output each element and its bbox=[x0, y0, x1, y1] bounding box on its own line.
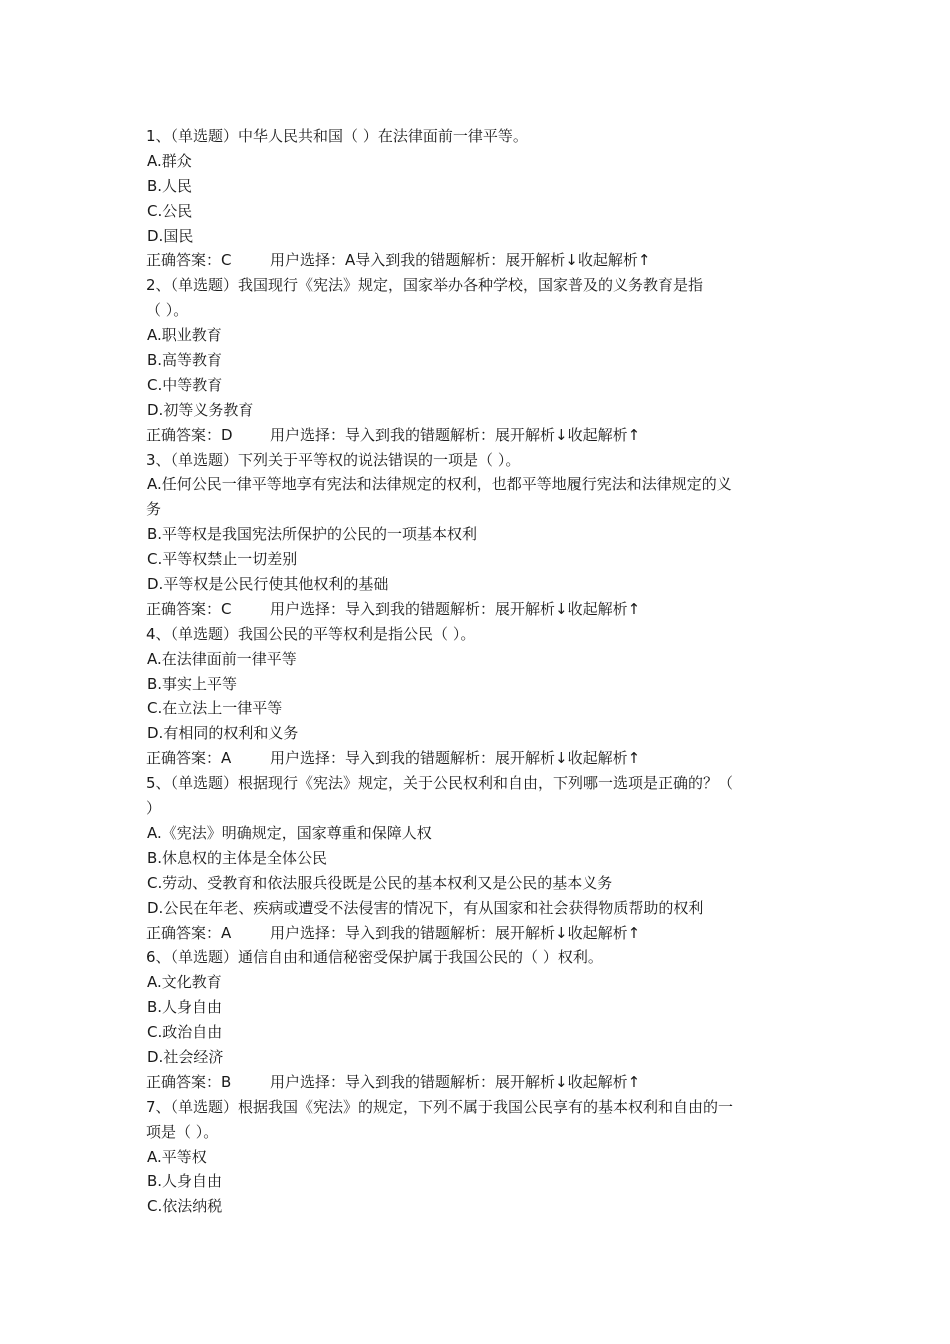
question-3-option-c: C.平等权禁止一切差别 bbox=[147, 550, 298, 569]
user-choice: 用户选择： bbox=[270, 425, 346, 444]
user-choice: 用户选择： bbox=[270, 599, 346, 618]
question-5-option-b: B.休息权的主体是全体公民 bbox=[147, 848, 328, 867]
question-5-stem: 5、（单选题）根据现行《宪法》规定，关于公民权利和自由，下列哪一选项是正确的？（ bbox=[146, 774, 734, 793]
question-1-option-c: C.公民 bbox=[147, 201, 193, 220]
question-1-option-d: D.国民 bbox=[147, 226, 194, 245]
analysis-links[interactable]: 导入到我的错题解析：展开解析↓收起解析↑ bbox=[345, 1072, 641, 1091]
analysis-links[interactable]: 导入到我的错题解析：展开解析↓收起解析↑ bbox=[345, 599, 641, 618]
question-3 bbox=[146, 448, 818, 622]
question-6-option-c: C.政治自由 bbox=[147, 1023, 223, 1042]
question-5-option-c: C.劳动、受教育和依法服兵役既是公民的基本权利又是公民的基本义务 bbox=[147, 873, 613, 892]
question-4-stem: 4、（单选题）我国公民的平等权利是指公民（ ）。 bbox=[146, 624, 476, 643]
question-7-option-a: A.平等权 bbox=[147, 1147, 207, 1166]
question-3-option-d: D.平等权是公民行使其他权利的基础 bbox=[147, 575, 389, 594]
question-4-option-c: C.在立法上一律平等 bbox=[147, 699, 283, 718]
question-7-stem: 7、（单选题）根据我国《宪法》的规定，下列不属于我国公民享有的基本权利和自由的一 bbox=[146, 1097, 734, 1116]
user-choice: 用户选择：A bbox=[270, 251, 356, 270]
correct-answer: 正确答案：A bbox=[146, 749, 232, 768]
question-3-option-b: B.平等权是我国宪法所保护的公民的一项基本权利 bbox=[147, 525, 478, 544]
question-6 bbox=[146, 945, 818, 1094]
question-1-stem: 1、（单选题）中华人民共和国（ ）在法律面前一律平等。 bbox=[146, 127, 528, 145]
question-3-answer-row bbox=[146, 597, 818, 622]
question-4-option-a: A.在法律面前一律平等 bbox=[147, 649, 297, 668]
correct-answer: 正确答案：A bbox=[146, 923, 232, 942]
user-choice: 用户选择： bbox=[270, 1072, 346, 1091]
correct-answer: 正确答案：C bbox=[146, 251, 232, 270]
correct-answer: 正确答案：D bbox=[146, 425, 233, 444]
question-5-stem-cont: ） bbox=[146, 799, 162, 818]
analysis-links[interactable]: 导入到我的错题解析：展开解析↓收起解析↑ bbox=[345, 425, 641, 444]
question-1-answer-row bbox=[146, 248, 818, 273]
question-5-option-a: A.《宪法》明确规定，国家尊重和保障人权 bbox=[147, 823, 432, 842]
question-7-option-c: C.依法纳税 bbox=[147, 1197, 223, 1216]
analysis-links[interactable]: 导入到我的错题解析：展开解析↓收起解析↑ bbox=[345, 749, 641, 768]
question-4-answer-row bbox=[146, 746, 818, 771]
question-4 bbox=[146, 622, 818, 771]
question-2-option-a: A.职业教育 bbox=[147, 326, 222, 345]
question-2-option-b: B.高等教育 bbox=[147, 351, 223, 370]
question-6-answer-row bbox=[146, 1070, 818, 1095]
question-6-option-b: B.人身自由 bbox=[147, 998, 223, 1017]
question-2-option-c: C.中等教育 bbox=[147, 375, 223, 394]
question-5-option-d: D.公民在年老、疾病或遭受不法侵害的情况下，有从国家和社会获得物质帮助的权利 bbox=[147, 898, 704, 917]
question-7-stem-cont: 项是（ ）。 bbox=[146, 1122, 219, 1141]
question-1 bbox=[146, 124, 818, 273]
question-2-stem-cont: （ ）。 bbox=[146, 301, 189, 320]
question-list bbox=[146, 124, 818, 1219]
question-7-option-b: B.人身自由 bbox=[147, 1172, 223, 1191]
question-3-option-a: A.任何公民一律平等地享有宪法和法律规定的权利，也都平等地履行宪法和法律规定的义 bbox=[147, 475, 732, 494]
question-2-stem: 2、（单选题）我国现行《宪法》规定，国家举办各种学校，国家普及的义务教育是指 bbox=[146, 276, 704, 295]
question-2-option-d: D.初等义务教育 bbox=[147, 400, 254, 419]
user-choice: 用户选择： bbox=[270, 749, 346, 768]
question-6-option-d: D.社会经济 bbox=[147, 1047, 224, 1066]
question-1-option-b: B.人民 bbox=[147, 176, 193, 195]
question-6-stem: 6、（单选题）通信自由和通信秘密受保护属于我国公民的（ ）权利。 bbox=[146, 948, 603, 967]
question-3-option-a-cont: 务 bbox=[146, 500, 162, 519]
correct-answer: 正确答案：C bbox=[146, 599, 232, 618]
question-4-option-b: B.事实上平等 bbox=[147, 674, 238, 693]
question-4-option-d: D.有相同的权利和义务 bbox=[147, 724, 299, 743]
question-2 bbox=[146, 273, 818, 447]
question-1-option-a: A.群众 bbox=[147, 151, 192, 170]
question-5-answer-row bbox=[146, 921, 818, 946]
user-choice: 用户选择： bbox=[270, 923, 346, 942]
analysis-links[interactable]: 导入到我的错题解析：展开解析↓收起解析↑ bbox=[355, 251, 651, 270]
question-6-option-a: A.文化教育 bbox=[147, 973, 222, 992]
analysis-links[interactable]: 导入到我的错题解析：展开解析↓收起解析↑ bbox=[345, 923, 641, 942]
correct-answer: 正确答案：B bbox=[146, 1072, 232, 1091]
question-7 bbox=[146, 1095, 818, 1219]
question-2-answer-row bbox=[146, 423, 818, 448]
question-3-stem: 3、（单选题）下列关于平等权的说法错误的一项是（ ）。 bbox=[146, 450, 521, 469]
question-5 bbox=[146, 771, 818, 945]
